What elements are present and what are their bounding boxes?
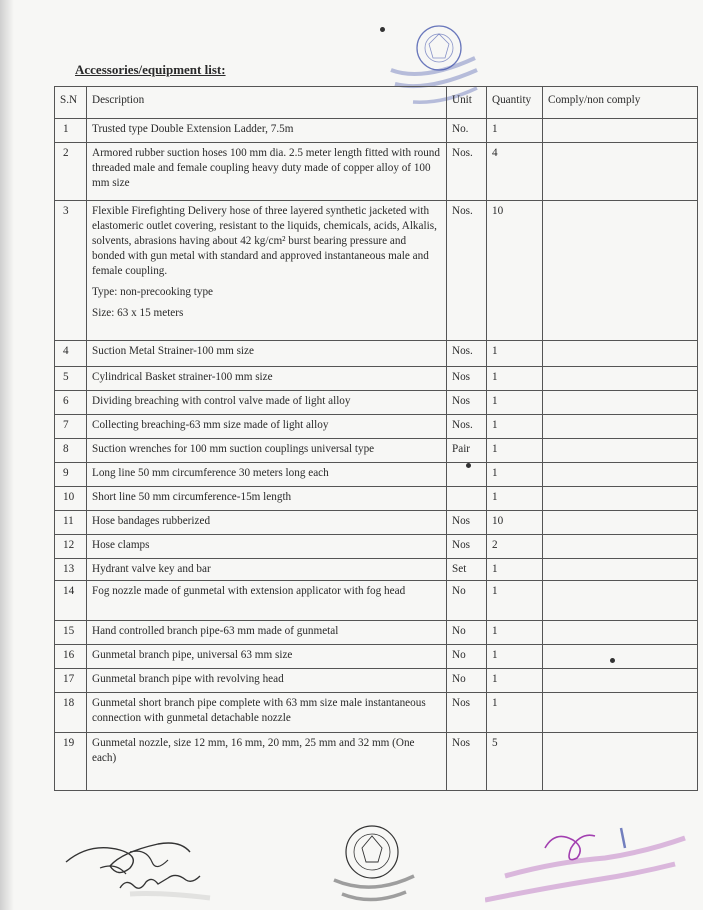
office-seal-stamp-bottom [320,818,425,910]
row-unit [447,487,487,511]
description-paragraph: Long line 50 mm circumference 30 meters long each [92,467,329,479]
description-paragraph: Hand controlled branch pipe-63 mm made of gunmetal [92,625,339,637]
row-description [87,463,447,487]
row-quantity: 1 [487,391,543,415]
row-comply [543,463,698,487]
row-unit: No [447,645,487,669]
row-unit: Nos [447,733,487,791]
row-unit: Nos. [447,143,487,201]
table-row [55,693,698,733]
row-description [87,559,447,581]
row-quantity: 1 [487,119,543,143]
description-paragraph: Armored rubber suction hoses 100 mm dia. 2.5 meter length fitted with round threaded male and female coupling heavy duty made of copper alloy of 100 mm size [92,147,440,189]
row-unit: No [447,669,487,693]
row-description [87,143,447,201]
row-sn: 6 [55,391,87,415]
row-quantity: 1 [487,559,543,581]
row-description [87,733,447,791]
table-row [55,119,698,143]
table-row [55,559,698,581]
table-row [55,201,698,341]
row-quantity: 1 [487,645,543,669]
table-row [55,511,698,535]
description-paragraph: Gunmetal short branch pipe complete with 63 mm size male instantaneous connection with gunmetal detachable nozzle [92,697,426,724]
table-row [55,143,698,201]
row-unit: Pair [447,439,487,463]
row-sn: 11 [55,511,87,535]
table-row [55,415,698,439]
row-comply [543,341,698,367]
row-quantity: 1 [487,621,543,645]
description-paragraph: Gunmetal branch pipe with revolving head [92,673,284,685]
row-sn: 18 [55,693,87,733]
row-unit: No [447,621,487,645]
row-description [87,201,447,341]
row-description [87,693,447,733]
row-comply [543,487,698,511]
row-comply [543,559,698,581]
row-comply [543,367,698,391]
description-paragraph: Type: non-precooking type [92,286,214,298]
row-sn: 7 [55,415,87,439]
document-heading: Accessories/equipment list: [75,62,226,77]
description-paragraph: Hose clamps [92,539,150,551]
row-comply [543,119,698,143]
row-description [87,581,447,621]
row-description [87,367,447,391]
row-sn: 3 [55,201,87,341]
row-quantity: 1 [487,463,543,487]
official-signature-stamp-right [485,818,695,908]
row-description [87,535,447,559]
description-paragraph: Trusted type Double Extension Ladder, 7.5m [92,123,294,135]
row-comply [543,645,698,669]
row-comply [543,439,698,463]
header-sn: S.N [55,87,87,119]
description-paragraph: Fog nozzle made of gunmetal with extension applicator with fog head [92,585,406,597]
row-sn: 2 [55,143,87,201]
description-paragraph: Gunmetal branch pipe, universal 63 mm size [92,649,293,661]
row-quantity: 1 [487,693,543,733]
row-description [87,119,447,143]
row-unit: Nos [447,391,487,415]
row-sn: 17 [55,669,87,693]
table-row [55,487,698,511]
table-row [55,621,698,645]
row-sn: 1 [55,119,87,143]
header-unit: Unit [447,87,487,119]
equipment-table [54,86,698,791]
description-paragraph: Suction Metal Strainer-100 mm size [92,345,254,357]
description-paragraph: Suction wrenches for 100 mm suction couplings universal type [92,443,375,455]
row-quantity: 1 [487,367,543,391]
row-unit: Set [447,559,487,581]
table-row [55,669,698,693]
header-description: Description [87,87,447,119]
row-comply [543,535,698,559]
table-row [55,581,698,621]
row-sn: 4 [55,341,87,367]
row-description [87,621,447,645]
row-sn: 12 [55,535,87,559]
row-comply [543,391,698,415]
row-sn: 19 [55,733,87,791]
row-description [87,511,447,535]
row-quantity: 1 [487,439,543,463]
table-row [55,341,698,367]
ink-speck [380,27,385,32]
row-comply [543,669,698,693]
row-comply [543,621,698,645]
row-comply [543,143,698,201]
row-unit: Nos [447,511,487,535]
table-row [55,367,698,391]
row-description [87,415,447,439]
ink-speck [610,658,615,663]
row-unit: Nos [447,367,487,391]
row-description [87,391,447,415]
row-sn: 13 [55,559,87,581]
row-comply [543,581,698,621]
row-unit: No. [447,119,487,143]
row-description [87,645,447,669]
description-paragraph: Size: 63 x 15 meters [92,307,184,319]
table-row [55,391,698,415]
row-unit: Nos. [447,415,487,439]
row-description [87,487,447,511]
scan-edge-shadow [0,0,14,910]
table-body [55,119,698,791]
description-paragraph: Gunmetal nozzle, size 12 mm, 16 mm, 20 mm, 25 mm and 32 mm (One each) [92,737,415,764]
row-unit: Nos. [447,201,487,341]
row-sn: 9 [55,463,87,487]
table-header-row [55,87,698,119]
row-comply [543,415,698,439]
table-row [55,463,698,487]
header-quantity: Quantity [487,87,543,119]
row-sn: 8 [55,439,87,463]
row-unit: Nos [447,535,487,559]
table-row [55,439,698,463]
row-comply [543,201,698,341]
row-quantity: 1 [487,581,543,621]
description-paragraph: Hose bandages rubberized [92,515,211,527]
ink-speck [466,463,471,468]
row-sn: 5 [55,367,87,391]
row-sn: 10 [55,487,87,511]
row-quantity: 10 [487,511,543,535]
description-paragraph: Hydrant valve key and bar [92,563,211,575]
table-row [55,733,698,791]
table-row [55,645,698,669]
row-sn: 16 [55,645,87,669]
header-comply: Comply/non comply [543,87,698,119]
row-sn: 14 [55,581,87,621]
row-quantity: 10 [487,201,543,341]
row-description [87,669,447,693]
row-comply [543,511,698,535]
row-quantity: 2 [487,535,543,559]
handwritten-signature-left [60,822,230,902]
row-quantity: 1 [487,341,543,367]
description-paragraph: Short line 50 mm circumference-15m length [92,491,292,503]
row-description [87,439,447,463]
row-comply [543,733,698,791]
row-unit: Nos [447,693,487,733]
row-sn: 15 [55,621,87,645]
table-row [55,535,698,559]
row-unit: No [447,581,487,621]
row-quantity: 5 [487,733,543,791]
row-quantity: 4 [487,143,543,201]
description-paragraph: Collecting breaching-63 mm size made of light alloy [92,419,329,431]
row-quantity: 1 [487,415,543,439]
row-comply [543,693,698,733]
row-quantity: 1 [487,669,543,693]
description-paragraph: Dividing breaching with control valve made of light alloy [92,395,351,407]
row-description [87,341,447,367]
row-unit: Nos. [447,341,487,367]
description-paragraph: Cylindrical Basket strainer-100 mm size [92,371,273,383]
description-paragraph: Flexible Firefighting Delivery hose of three layered synthetic jacketed with elastomeric outlet covering, resistant to the liquids, chemicals, acids, Alkalis, solvents, abrasions having about 42 kg/cm² burst bearing pressure and bonded with gun metal with standard and approved instantaneous male and female coupling. [92,205,437,277]
row-quantity: 1 [487,487,543,511]
